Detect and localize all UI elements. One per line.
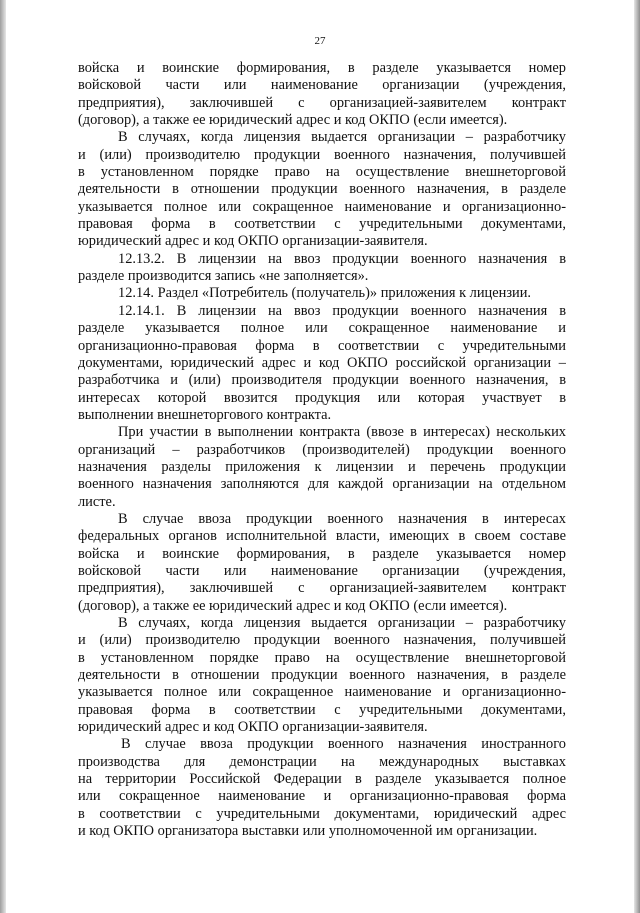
text-line: При участии в выполнении контракта (ввозе в интересах) нескольких bbox=[118, 424, 566, 441]
paragraph bbox=[78, 511, 566, 615]
text-line: разработчика и (или) производителя продукции военного назначения, в bbox=[78, 372, 566, 389]
text-line: в установленном порядке право на осуществление внешнеторговой bbox=[78, 164, 566, 181]
text-line: 12.14.1. В лицензии на ввоз продукции военного назначения в bbox=[118, 302, 566, 319]
text-line: войска и воинские формирования, в разделе указывается номер bbox=[78, 60, 566, 76]
text-line: на территории Российской Федерации в разделе указывается полное bbox=[78, 771, 566, 788]
text-line: федеральных органов исполнительной власти, имеющих в своем составе bbox=[78, 528, 566, 545]
text-line: или сокращенное наименование и организационно-правовая форма bbox=[78, 788, 566, 805]
text-line: войсковой части или наименование организации (учреждения, bbox=[78, 77, 566, 94]
text-line: организаций – разработчиков (производителей) продукции военного bbox=[78, 441, 566, 458]
text-line: юридический адрес и код ОКПО организации-заявителя. bbox=[78, 233, 428, 250]
text-line: интересах которой ввозится продукция или которая участвует в bbox=[78, 389, 566, 406]
text-line: правовая форма в соответствии с учредительными документами, bbox=[78, 216, 566, 233]
text-line: (договор), а также ее юридический адрес и код ОКПО (если имеется). bbox=[78, 112, 508, 129]
text-line: деятельности в отношении продукции военного назначения, в разделе bbox=[78, 667, 566, 684]
paragraph bbox=[78, 736, 566, 840]
text-line: В случаях, когда лицензия выдается организации – разработчику bbox=[118, 129, 566, 146]
text-line: указывается полное или сокращенное наименование и организационно- bbox=[78, 684, 566, 701]
text-line: 12.14. Раздел «Потребитель (получатель)» приложения к лицензии. bbox=[118, 285, 532, 302]
text-line: В случаях, когда лицензия выдается организации – разработчику bbox=[118, 615, 566, 631]
paragraph bbox=[78, 129, 566, 250]
text-line: листе. bbox=[78, 493, 116, 510]
scan-right-edge bbox=[634, 0, 640, 913]
text-line: производства для демонстрации на международных выставках bbox=[78, 753, 566, 770]
paragraph bbox=[78, 251, 566, 286]
text-line: В случае ввоза продукции военного назначения иностранного bbox=[121, 736, 566, 753]
text-line: юридический адрес и код ОКПО организации-заявителя. bbox=[78, 719, 428, 736]
text-line: и (или) производителю продукции военного назначения, получившей bbox=[78, 146, 566, 163]
text-line: (договор), а также ее юридический адрес и код ОКПО (если имеется). bbox=[78, 597, 508, 614]
paragraph bbox=[78, 285, 566, 302]
text-line: войсковой части или наименование организации (учреждения, bbox=[78, 562, 566, 579]
text-line: и код ОКПО организатора выставки или уполномоченной им организации. bbox=[78, 823, 538, 840]
text-line: предприятия), заключившей с организацией-заявителем контракт bbox=[78, 94, 566, 111]
text-line: назначения разделы приложения к лицензии и перечень продукции bbox=[78, 458, 566, 475]
text-line: в установленном порядке право на осуществление внешнеторговой bbox=[78, 649, 566, 666]
paragraph bbox=[78, 60, 566, 129]
text-line: правовая форма в соответствии с учредительными документами, bbox=[78, 701, 566, 718]
paragraph bbox=[78, 615, 566, 736]
text-line: предприятия), заключившей с организацией-заявителем контракт bbox=[78, 580, 566, 597]
text-line: и (или) производителю продукции военного назначения, получившей bbox=[78, 632, 566, 649]
page-number: 27 bbox=[314, 35, 326, 47]
text-line: документами, юридический адрес и код ОКПО российской организации – bbox=[78, 354, 566, 371]
text-line: выполнении внешнеторгового контракта. bbox=[78, 406, 332, 423]
text-line: 12.13.2. В лицензии на ввоз продукции военного назначения в bbox=[118, 250, 566, 267]
text-line: разделе указывается полное или сокращенное наименование и bbox=[78, 320, 566, 337]
text-line: В случае ввоза продукции военного назначения в интересах bbox=[118, 510, 566, 527]
paragraph bbox=[78, 303, 566, 424]
scan-left-edge bbox=[0, 0, 6, 913]
text-line: деятельности в отношении продукции военного назначения, в разделе bbox=[78, 181, 566, 198]
text-line: указывается полное или сокращенное наименование и организационно- bbox=[78, 198, 566, 215]
text-line: разделе производится запись «не заполняется». bbox=[78, 268, 369, 285]
text-line: в соответствии с учредительными документами, юридический адрес bbox=[78, 805, 566, 822]
text-line: военного назначения заполняются для каждой организации на отдельном bbox=[78, 476, 566, 493]
text-line: организационно-правовая форма в соответствии с учредительными bbox=[78, 337, 566, 354]
body-text bbox=[78, 60, 566, 840]
text-line: войска и воинские формирования, в разделе указывается номер bbox=[78, 545, 566, 562]
paragraph bbox=[78, 424, 566, 511]
